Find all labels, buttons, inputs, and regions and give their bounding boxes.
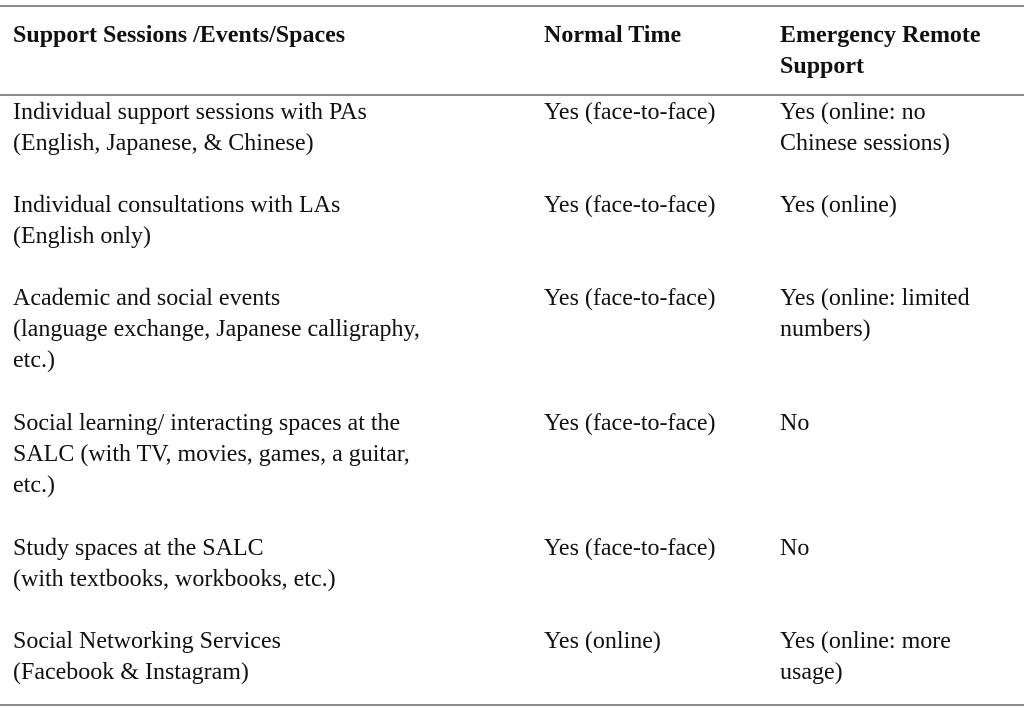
cell-line: Yes (online) (780, 192, 897, 218)
table-row-6-service (13, 626, 281, 688)
cell-line: SALC (with TV, movies, games, a guitar, (13, 441, 410, 467)
cell-line: Yes (online: limited (780, 285, 970, 311)
cell-line: Individual support sessions with PAs (13, 99, 367, 125)
table-row-5-emergency (780, 533, 809, 564)
table-row-1-emergency (780, 97, 950, 159)
cell-line: etc.) (13, 472, 55, 498)
cell-line: No (780, 410, 810, 436)
table-top-rule (0, 5, 1024, 7)
header-support-sessions (13, 20, 345, 51)
cell-line: (Facebook & Instagram) (13, 659, 249, 685)
table-row-2-emergency (780, 190, 897, 221)
header-label: Support (780, 53, 865, 79)
header-label: Support Sessions /Events/Spaces (13, 22, 346, 48)
cell-line: Individual consultations with LAs (13, 192, 341, 218)
cell-line: (language exchange, Japanese calligraphy, (13, 316, 420, 342)
cell-line: Yes (online: no (780, 99, 926, 125)
cell-line: (English, Japanese, & Chinese) (13, 130, 314, 156)
table-row-3-emergency (780, 283, 970, 345)
cell-line: Yes (face-to-face) (544, 410, 716, 436)
table-row-4-emergency (780, 408, 809, 439)
table-row-3-normal (544, 283, 715, 314)
table-row-5-normal (544, 533, 715, 564)
cell-line: Chinese sessions) (780, 130, 950, 156)
header-divider-rule (0, 94, 1024, 96)
header-label: Normal Time (544, 22, 682, 48)
table-row-2-service (13, 190, 340, 252)
header-label: Emergency Remote (780, 22, 981, 48)
cell-line: Yes (face-to-face) (544, 285, 716, 311)
cell-line: usage) (780, 659, 843, 685)
table-row-6-emergency (780, 626, 951, 688)
cell-line: Yes (face-to-face) (544, 99, 716, 125)
table-row-4-normal (544, 408, 715, 439)
header-emergency-remote-support (780, 20, 981, 82)
table-row-1-service (13, 97, 367, 159)
cell-line: Social Networking Services (13, 628, 281, 654)
table-bottom-rule (0, 704, 1024, 706)
cell-line: (with textbooks, workbooks, etc.) (13, 566, 336, 592)
cell-line: Yes (online) (544, 628, 661, 654)
cell-line: Yes (online: more (780, 628, 951, 654)
table-row-5-service (13, 533, 336, 595)
table-row-2-normal (544, 190, 715, 221)
cell-line: Academic and social events (13, 285, 281, 311)
header-normal-time (544, 20, 681, 51)
cell-line: numbers) (780, 316, 871, 342)
table-row-4-service (13, 408, 410, 501)
table-row-1-normal (544, 97, 715, 128)
cell-line: Yes (face-to-face) (544, 535, 716, 561)
cell-line: (English only) (13, 223, 151, 249)
table-row-3-service (13, 283, 420, 376)
table-row-6-normal (544, 626, 661, 657)
cell-line: Social learning/ interacting spaces at the (13, 410, 401, 436)
cell-line: etc.) (13, 347, 55, 373)
cell-line: Yes (face-to-face) (544, 192, 716, 218)
cell-line: No (780, 535, 810, 561)
cell-line: Study spaces at the SALC (13, 535, 264, 561)
